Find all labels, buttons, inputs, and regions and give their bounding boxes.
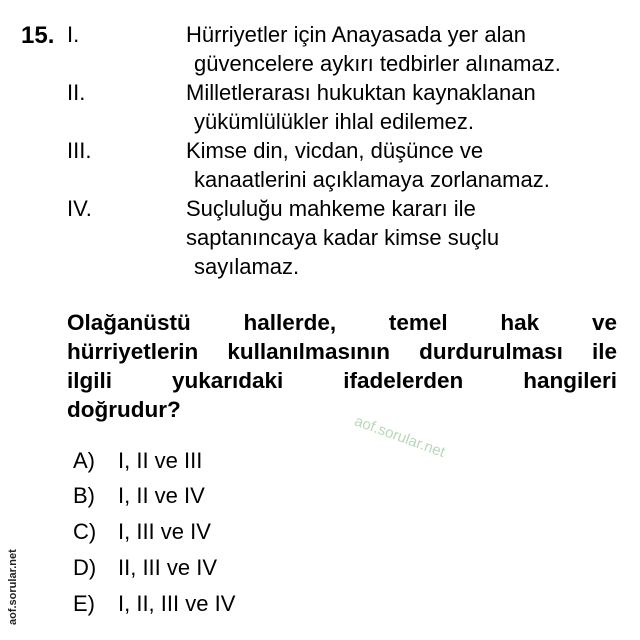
- option-text: II, III ve IV: [118, 555, 218, 580]
- option-letter: D): [73, 555, 97, 580]
- statement-line: yükümlülükler ihlal edilemez.: [194, 109, 475, 134]
- option-letter: E): [73, 591, 95, 616]
- watermark-diagonal: aof.sorular.net: [352, 412, 448, 462]
- option-d[interactable]: [73, 554, 217, 582]
- option-a[interactable]: [73, 447, 202, 475]
- statement-text: [186, 20, 626, 78]
- watermark-side: aof.sorular.net: [7, 549, 19, 625]
- stem-line: hürriyetlerin kullanılmasının durdurulması ile: [67, 339, 617, 364]
- statement-line: kanaatlerini açıklamaya zorlanamaz.: [194, 167, 550, 192]
- statement-text: [186, 136, 626, 194]
- statement-line: Kimse din, vicdan, düşünce ve: [186, 138, 484, 163]
- stem-line: Olağanüstü hallerde, temel hak ve: [67, 310, 617, 335]
- option-b[interactable]: [73, 482, 205, 510]
- statement-line: Suçluluğu mahkeme kararı ile: [186, 196, 476, 221]
- option-text: I, II, III ve IV: [118, 591, 236, 616]
- question-stem: [67, 308, 617, 424]
- statement-roman: II.: [67, 80, 86, 105]
- statement-line: saptanıncaya kadar kimse suçlu: [186, 225, 500, 250]
- statement-line: Milletlerarası hukuktan kaynaklanan: [186, 80, 536, 105]
- statement-text: [186, 194, 626, 281]
- statement-line: sayılamaz.: [194, 254, 300, 279]
- stem-line: doğrudur?: [67, 397, 181, 422]
- stem-line: ilgili yukarıdaki ifadelerden hangileri: [67, 368, 617, 393]
- statement-line: güvencelere aykırı tedbirler alınamaz.: [194, 51, 561, 76]
- statement-roman: I.: [67, 22, 80, 47]
- option-letter: B): [73, 483, 95, 508]
- statement-roman: IV.: [67, 196, 92, 221]
- option-c[interactable]: [73, 518, 211, 546]
- statement-line: Hürriyetler için Anayasada yer alan: [186, 22, 526, 47]
- option-text: I, II ve IV: [118, 483, 205, 508]
- statement-roman: III.: [67, 138, 92, 163]
- question-number: 15.: [21, 22, 55, 49]
- option-e[interactable]: [73, 590, 235, 618]
- statement-text: [186, 78, 626, 136]
- option-letter: A): [73, 448, 95, 473]
- option-letter: C): [73, 519, 97, 544]
- option-text: I, II ve III: [118, 448, 203, 473]
- option-text: I, III ve IV: [118, 519, 211, 544]
